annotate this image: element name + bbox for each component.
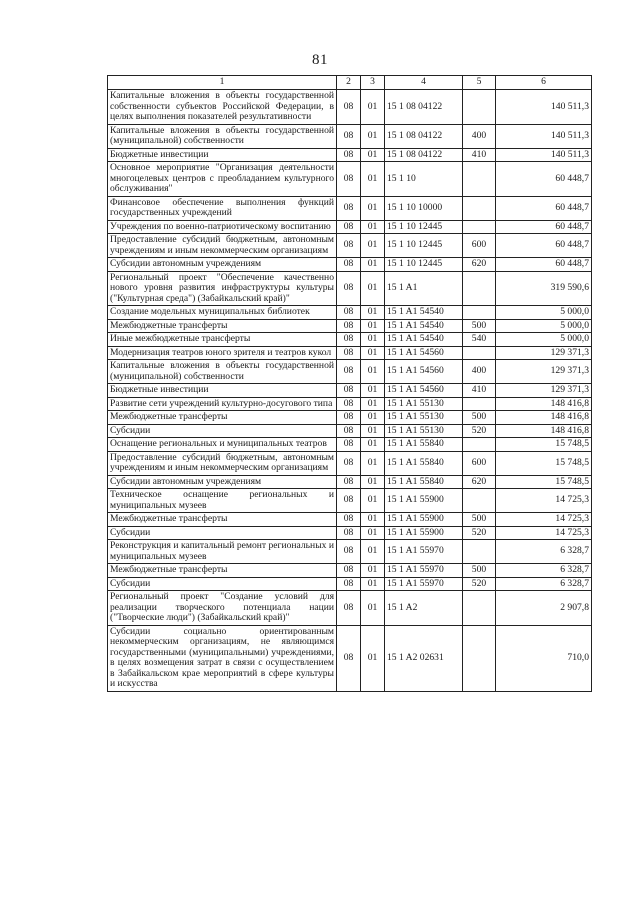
amount: 14 725,3 [496,526,592,540]
item-name: Модернизация театров юного зрителя и театров кукол [108,346,337,360]
amount: 6 328,7 [496,577,592,591]
item-name: Межбюджетные трансферты [108,564,337,578]
subsection-code: 01 [361,625,385,691]
item-name: Региональный проект "Создание условий для реализации творческого потенциала нации ("Творческие люди") (Забайкальский край)" [108,591,337,626]
expense-type-code: 540 [463,333,496,347]
item-name: Субсидии автономным учреждениям [108,258,337,272]
section-code: 08 [337,196,361,220]
item-name: Субсидии [108,424,337,438]
subsection-code: 01 [361,451,385,475]
expense-type-code: 520 [463,577,496,591]
expense-type-code [463,591,496,626]
target-article-code: 15 1 A1 55130 [385,411,463,425]
budget-table [107,75,592,692]
expense-type-code: 620 [463,475,496,489]
table-row [108,148,592,162]
table-row [108,540,592,564]
target-article-code: 15 1 08 04122 [385,124,463,148]
amount: 129 371,3 [496,346,592,360]
section-code: 08 [337,451,361,475]
table-row [108,90,592,125]
target-article-code: 15 1 10 12445 [385,258,463,272]
item-name: Техническое оснащение региональных и муниципальных музеев [108,489,337,513]
amount: 148 416,8 [496,411,592,425]
expense-type-code: 500 [463,513,496,527]
amount: 6 328,7 [496,540,592,564]
header-col-6: 6 [496,76,592,90]
target-article-code: 15 1 A1 54540 [385,333,463,347]
amount: 5 000,0 [496,319,592,333]
subsection-code: 01 [361,271,385,306]
table-row [108,346,592,360]
table-row [108,513,592,527]
subsection-code: 01 [361,90,385,125]
amount: 129 371,3 [496,360,592,384]
item-name: Межбюджетные трансферты [108,513,337,527]
section-code: 08 [337,306,361,320]
section-code: 08 [337,625,361,691]
subsection-code: 01 [361,397,385,411]
item-name: Капитальные вложения в объекты государственной (муниципальной) собственности [108,124,337,148]
header-row [108,76,592,90]
item-name: Иные межбюджетные трансферты [108,333,337,347]
expense-type-code: 600 [463,451,496,475]
section-code: 08 [337,271,361,306]
amount: 60 448,7 [496,196,592,220]
item-name: Субсидии автономным учреждениям [108,475,337,489]
section-code: 08 [337,220,361,234]
target-article-code: 15 1 10 [385,162,463,197]
table-row [108,271,592,306]
subsection-code: 01 [361,489,385,513]
amount: 140 511,3 [496,90,592,125]
section-code: 08 [337,564,361,578]
section-code: 08 [337,333,361,347]
target-article-code: 15 1 A1 55840 [385,475,463,489]
expense-type-code: 400 [463,124,496,148]
expense-type-code [463,162,496,197]
table-row [108,220,592,234]
target-article-code: 15 1 10 12445 [385,220,463,234]
subsection-code: 01 [361,591,385,626]
expense-type-code [463,438,496,452]
table-row [108,258,592,272]
target-article-code: 15 1 A1 54540 [385,319,463,333]
subsection-code: 01 [361,258,385,272]
section-code: 08 [337,90,361,125]
target-article-code: 15 1 A2 [385,591,463,626]
table-row [108,162,592,197]
table-row [108,397,592,411]
item-name: Субсидии [108,577,337,591]
expense-type-code [463,489,496,513]
section-code: 08 [337,438,361,452]
target-article-code: 15 1 A1 54560 [385,360,463,384]
header-col-1: 1 [108,76,337,90]
item-name: Региональный проект "Обеспечение качественно нового уровня развития инфраструктуры культуры ("Культурная среда") (Забайкальский край)" [108,271,337,306]
item-name: Межбюджетные трансферты [108,319,337,333]
target-article-code: 15 1 A1 55970 [385,577,463,591]
expense-type-code: 500 [463,564,496,578]
target-article-code: 15 1 10 10000 [385,196,463,220]
item-name: Субсидии [108,526,337,540]
item-name: Создание модельных муниципальных библиотек [108,306,337,320]
section-code: 08 [337,513,361,527]
amount: 710,0 [496,625,592,691]
amount: 129 371,3 [496,384,592,398]
item-name: Реконструкция и капитальный ремонт региональных и муниципальных музеев [108,540,337,564]
expense-type-code [463,306,496,320]
section-code: 08 [337,475,361,489]
section-code: 08 [337,424,361,438]
target-article-code: 15 1 A1 55130 [385,424,463,438]
subsection-code: 01 [361,564,385,578]
target-article-code: 15 1 A1 55970 [385,564,463,578]
section-code: 08 [337,258,361,272]
amount: 140 511,3 [496,124,592,148]
subsection-code: 01 [361,346,385,360]
expense-type-code [463,90,496,125]
expense-type-code: 410 [463,148,496,162]
section-code: 08 [337,148,361,162]
section-code: 08 [337,124,361,148]
table-row [108,489,592,513]
item-name: Бюджетные инвестиции [108,384,337,398]
target-article-code: 15 1 A1 55130 [385,397,463,411]
target-article-code: 15 1 A2 02631 [385,625,463,691]
section-code: 08 [337,526,361,540]
amount: 15 748,5 [496,451,592,475]
table-row [108,591,592,626]
expense-type-code: 520 [463,424,496,438]
section-code: 08 [337,591,361,626]
expense-type-code [463,220,496,234]
table-row [108,564,592,578]
expense-type-code: 400 [463,360,496,384]
subsection-code: 01 [361,306,385,320]
table-row [108,360,592,384]
amount: 319 590,6 [496,271,592,306]
target-article-code: 15 1 A1 54540 [385,306,463,320]
item-name: Капитальные вложения в объекты государственной собственности субъектов Российской Федерации, в целях выполнения показателей результативности [108,90,337,125]
subsection-code: 01 [361,577,385,591]
header-col-3: 3 [361,76,385,90]
subsection-code: 01 [361,319,385,333]
table-row [108,333,592,347]
table-row [108,234,592,258]
amount: 2 907,8 [496,591,592,626]
item-name: Субсидии социально ориентированным некоммерческим организациям, не являющимся государственными (муниципальными) учреждениями, в целях возмещения затрат в связи с осуществлением в Забайкальском крае мероприятий в сфере культуры и искусства [108,625,337,691]
target-article-code: 15 1 A1 [385,271,463,306]
header-col-2: 2 [337,76,361,90]
item-name: Капитальные вложения в объекты государственной (муниципальной) собственности [108,360,337,384]
subsection-code: 01 [361,475,385,489]
section-code: 08 [337,234,361,258]
amount: 5 000,0 [496,333,592,347]
table-row [108,196,592,220]
section-code: 08 [337,384,361,398]
subsection-code: 01 [361,333,385,347]
subsection-code: 01 [361,234,385,258]
subsection-code: 01 [361,220,385,234]
table-row [108,526,592,540]
table-row [108,306,592,320]
target-article-code: 15 1 10 12445 [385,234,463,258]
page-number: 81 [312,52,328,68]
expense-type-code: 500 [463,319,496,333]
section-code: 08 [337,411,361,425]
section-code: 08 [337,540,361,564]
item-name: Межбюджетные трансферты [108,411,337,425]
amount: 60 448,7 [496,220,592,234]
section-code: 08 [337,489,361,513]
table-row [108,451,592,475]
item-name: Предоставление субсидий бюджетным, автономным учреждениям и иным некоммерческим организациям [108,234,337,258]
subsection-code: 01 [361,148,385,162]
target-article-code: 15 1 A1 54560 [385,346,463,360]
amount: 5 000,0 [496,306,592,320]
amount: 6 328,7 [496,564,592,578]
header-col-4: 4 [385,76,463,90]
item-name: Финансовое обеспечение выполнения функций государственных учреждений [108,196,337,220]
table-row [108,319,592,333]
expense-type-code [463,271,496,306]
section-code: 08 [337,346,361,360]
expense-type-code: 520 [463,526,496,540]
table-row [108,424,592,438]
header-col-5: 5 [463,76,496,90]
table-row [108,411,592,425]
table-row [108,384,592,398]
subsection-code: 01 [361,384,385,398]
section-code: 08 [337,577,361,591]
section-code: 08 [337,319,361,333]
expense-type-code: 410 [463,384,496,398]
target-article-code: 15 1 A1 55900 [385,513,463,527]
section-code: 08 [337,162,361,197]
section-code: 08 [337,360,361,384]
item-name: Развитие сети учреждений культурно-досугового типа [108,397,337,411]
subsection-code: 01 [361,513,385,527]
target-article-code: 15 1 A1 54560 [385,384,463,398]
item-name: Основное мероприятие "Организация деятельности многоцелевых центров с преобладанием культурного обслуживания" [108,162,337,197]
item-name: Бюджетные инвестиции [108,148,337,162]
amount: 14 725,3 [496,489,592,513]
table-row [108,438,592,452]
expense-type-code: 620 [463,258,496,272]
amount: 14 725,3 [496,513,592,527]
subsection-code: 01 [361,411,385,425]
item-name: Учреждения по военно-патриотическому воспитанию [108,220,337,234]
amount: 60 448,7 [496,258,592,272]
target-article-code: 15 1 A1 55970 [385,540,463,564]
table-row [108,475,592,489]
subsection-code: 01 [361,162,385,197]
expense-type-code [463,346,496,360]
target-article-code: 15 1 A1 55900 [385,526,463,540]
subsection-code: 01 [361,540,385,564]
subsection-code: 01 [361,196,385,220]
table-row [108,577,592,591]
target-article-code: 15 1 08 04122 [385,90,463,125]
subsection-code: 01 [361,424,385,438]
amount: 140 511,3 [496,148,592,162]
subsection-code: 01 [361,124,385,148]
section-code: 08 [337,397,361,411]
target-article-code: 15 1 A1 55900 [385,489,463,513]
expense-type-code: 500 [463,411,496,425]
subsection-code: 01 [361,526,385,540]
amount: 15 748,5 [496,475,592,489]
amount: 60 448,7 [496,234,592,258]
item-name: Оснащение региональных и муниципальных театров [108,438,337,452]
amount: 60 448,7 [496,162,592,197]
amount: 148 416,8 [496,424,592,438]
subsection-code: 01 [361,360,385,384]
table-row [108,625,592,691]
expense-type-code [463,625,496,691]
target-article-code: 15 1 A1 55840 [385,451,463,475]
expense-type-code [463,196,496,220]
target-article-code: 15 1 A1 55840 [385,438,463,452]
table-row [108,124,592,148]
target-article-code: 15 1 08 04122 [385,148,463,162]
item-name: Предоставление субсидий бюджетным, автономным учреждениям и иным некоммерческим организациям [108,451,337,475]
amount: 148 416,8 [496,397,592,411]
subsection-code: 01 [361,438,385,452]
expense-type-code [463,397,496,411]
amount: 15 748,5 [496,438,592,452]
expense-type-code: 600 [463,234,496,258]
expense-type-code [463,540,496,564]
